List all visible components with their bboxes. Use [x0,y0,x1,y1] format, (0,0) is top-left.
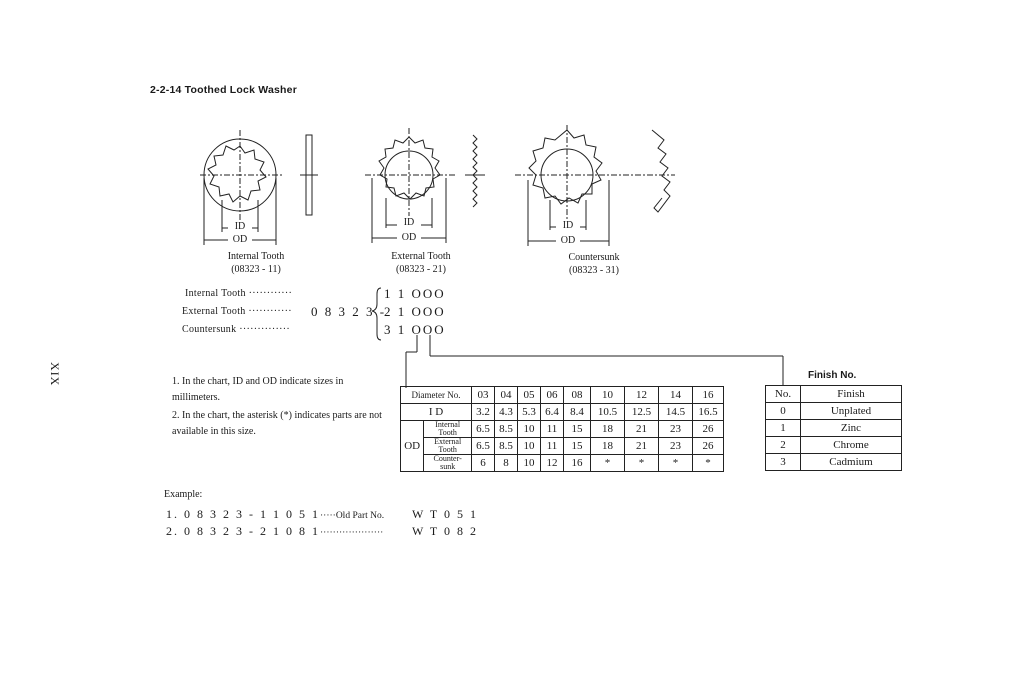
table-cell: 6.5 [472,421,495,438]
external-tooth-washer-drawing [365,128,485,243]
table-cell: 6.5 [472,438,495,455]
external-tooth-name: External Tooth [391,251,451,262]
table-cell: 10 [591,387,625,404]
table-cell: Unplated [801,403,902,420]
od-row-label: OD [401,421,424,472]
code-leader-lines [372,288,783,388]
table-cell: 04 [495,387,518,404]
table-cell: Chrome [801,437,902,454]
od-external-label-top: External [434,437,462,446]
external-tooth-code: (08323 - 21) [396,264,446,275]
countersunk-washer-drawing [515,125,675,246]
example-1-number: 1. [166,507,179,521]
code-suffix-countersunk: 3 1 OOO [384,322,446,337]
table-cell: 6 [472,455,495,472]
internal-id-label: ID [228,220,252,233]
code-suffix-external: 2 1 OOO [384,304,446,319]
table-cell: * [591,455,625,472]
internal-od-label: OD [228,233,252,246]
table-cell: 15 [564,438,591,455]
note-2: 2. In the chart, the asterisk (*) indicates parts are not available in this size. [172,410,382,437]
internal-tooth-washer-drawing [200,130,318,245]
table-row [401,455,724,472]
countersunk-name: Countersunk [568,252,620,263]
finish-table-title: Finish No. [808,370,857,381]
internal-tooth-name: Internal Tooth [227,251,285,262]
table-cell: Cadmium [801,454,902,471]
countersunk-caption [538,251,650,277]
table-cell: 8 [495,455,518,472]
table-cell: 11 [541,421,564,438]
external-id-label: ID [397,216,421,229]
table-cell: 15 [564,421,591,438]
od-internal-label-top: Internal [435,420,461,429]
table-cell: 03 [472,387,495,404]
od-countersunk-label [424,455,472,472]
side-page-number: XIX [48,362,62,387]
table-row [766,454,902,471]
table-cell: 26 [693,421,724,438]
table-row [766,437,902,454]
table-cell: * [625,455,659,472]
table-cell: 23 [659,438,693,455]
internal-tooth-caption [200,250,312,276]
example-line-1 [166,507,384,522]
countersunk-code: (08323 - 31) [569,265,619,276]
countersunk-od-label: OD [556,234,580,247]
table-cell: 16 [693,387,724,404]
table-cell: 10.5 [591,404,625,421]
code-label-countersunk: Countersunk ·············· [182,324,291,335]
table-cell: 21 [625,438,659,455]
table-row [401,404,724,421]
table-cell: 12.5 [625,404,659,421]
code-label-internal: Internal Tooth ············ [185,288,293,299]
external-tooth-caption [365,250,477,276]
table-cell: 16.5 [693,404,724,421]
table-cell: 18 [591,421,625,438]
table-cell: 23 [659,421,693,438]
table-cell: 6.4 [541,404,564,421]
table-cell: * [693,455,724,472]
table-cell: 0 [766,403,801,420]
table-cell: 05 [518,387,541,404]
section-title: 2-2-14 Toothed Lock Washer [150,84,297,96]
table-cell: Zinc [801,420,902,437]
table-row [766,386,902,403]
example-1-leader: ·····Old Part No. [320,511,385,521]
finish-header-no: No. [766,386,801,403]
table-cell: 8.5 [495,421,518,438]
table-cell: 8.5 [495,438,518,455]
example-2-code: 0 8 3 2 3 - 2 1 0 8 1 [184,524,320,538]
example-2-old-part: W T 0 8 2 [412,524,479,538]
countersunk-id-label: ID [556,219,580,232]
finish-table [765,385,902,471]
table-cell: 3.2 [472,404,495,421]
id-row-label: I D [401,404,472,421]
internal-tooth-code: (08323 - 11) [231,264,281,275]
table-row [401,438,724,455]
code-suffix-internal: 1 1 OOO [384,286,446,301]
table-cell: 2 [766,437,801,454]
od-internal-label [424,421,472,438]
table-cell: 16 [564,455,591,472]
table-cell: 14 [659,387,693,404]
code-label-external: External Tooth ············ [182,306,292,317]
example-2-leader: ···················· [320,528,384,538]
dimension-table [400,386,724,472]
external-od-label: OD [397,231,421,244]
table-cell: 3 [766,454,801,471]
table-cell: 5.3 [518,404,541,421]
table-row [766,420,902,437]
table-cell: 18 [591,438,625,455]
example-2-number: 2. [166,524,179,538]
table-cell: 12 [625,387,659,404]
od-internal-label-bottom: Tooth [438,428,457,437]
example-1-old-part: W T 0 5 1 [412,507,479,521]
table-cell: 10 [518,421,541,438]
od-countersunk-label-top: Counter- [433,454,462,463]
table-cell: 06 [541,387,564,404]
table-cell: 12 [541,455,564,472]
od-external-label [424,438,472,455]
table-cell: 1 [766,420,801,437]
table-row [401,421,724,438]
table-cell: 4.3 [495,404,518,421]
table-cell: 8.4 [564,404,591,421]
finish-header-finish: Finish [801,386,902,403]
table-cell: 26 [693,438,724,455]
example-title: Example: [164,489,203,500]
od-external-label-bottom: Tooth [438,445,457,454]
table-cell: 10 [518,455,541,472]
table-row [401,387,724,404]
table-cell: 08 [564,387,591,404]
table-cell: 21 [625,421,659,438]
code-prefix: 0 8 3 2 3 - [311,304,387,319]
table-cell: 10 [518,438,541,455]
example-line-2 [166,524,383,539]
table-cell: * [659,455,693,472]
example-1-code: 0 8 3 2 3 - 1 1 0 5 1 [184,507,320,521]
table-cell: 11 [541,438,564,455]
table-row [766,403,902,420]
table-cell: 14.5 [659,404,693,421]
note-1: 1. In the chart, ID and OD indicate sizes in millimeters. [172,376,344,403]
diameter-no-header: Diameter No. [401,387,472,404]
od-countersunk-label-bottom: sunk [440,462,456,471]
